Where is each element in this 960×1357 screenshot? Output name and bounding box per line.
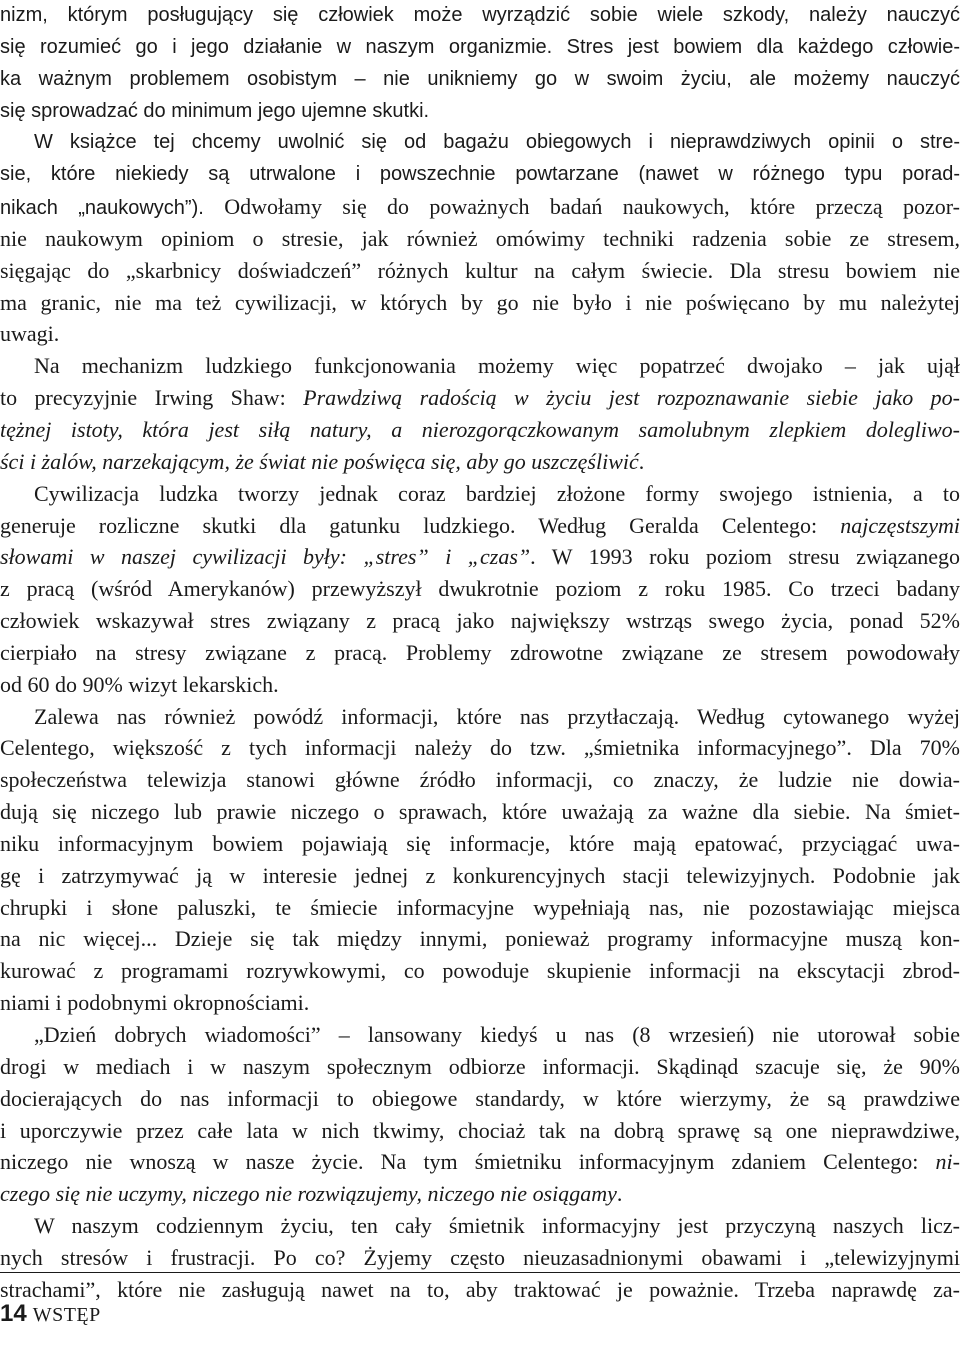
text-run: cierpiało na stresy związane z pracą. Problemy zdrowotne związane ze stresem powodowały bbox=[0, 639, 960, 665]
text-line bbox=[0, 1242, 960, 1274]
text-line bbox=[0, 573, 960, 605]
text-run: sie, które niekiedy są utrwalone i powszechnie powtarzane (nawet w różnego typu porad- bbox=[0, 163, 960, 186]
text-run: chrupki i słone paluszki, te śmiecie informacyjne wypełniają nas, nie pozostawiając miejsca bbox=[0, 894, 960, 920]
text-line bbox=[0, 127, 960, 159]
text-line bbox=[0, 1210, 960, 1242]
text-line bbox=[0, 0, 960, 32]
text-line bbox=[0, 510, 960, 542]
text-run: docierających do nas informacji to obiegowe standardy, w które wierzymy, że są prawdziwe bbox=[0, 1085, 960, 1111]
text-line bbox=[0, 478, 960, 510]
text-line bbox=[0, 955, 960, 987]
text-run: strachami”, które nie zasługują nawet na to, aby traktować je poważnie. Trzeba naprawdę za- bbox=[0, 1276, 960, 1302]
text-run: to precyzyjnie Irwing Shaw: bbox=[0, 385, 304, 411]
page-footer bbox=[0, 1300, 101, 1328]
text-run: sięgając do „skarbnicy doświadczeń” różnych kultur na całym świecie. Dla stresu bowiem nie bbox=[0, 257, 960, 283]
text-run: nie naukowym opiniom o stresie, jak również omówimy techniki radzenia sobie ze stresem, bbox=[0, 225, 960, 251]
text-line bbox=[0, 446, 960, 478]
text-run: od 60 do 90% wizyt lekarskich. bbox=[0, 671, 279, 697]
text-line bbox=[0, 1051, 960, 1083]
text-run: Cywilizacja ludzka tworzy jednak coraz bardziej złożone formy swojego istnienia, a to bbox=[34, 480, 960, 506]
text-line bbox=[0, 892, 960, 924]
text-run: się rozumieć go i jego działanie w naszym organizmie. Stres jest bowiem dla każdego człowie- bbox=[0, 35, 960, 58]
text-run: i uporczywie przez całe lata w nich tkwimy, chociaż tak na dobrą sprawę są one nieprawdziwe, bbox=[0, 1117, 960, 1143]
text-line bbox=[0, 923, 960, 955]
text-line bbox=[0, 987, 960, 1019]
text-run: z pracą (wśród Amerykanów) przewyższył dwukrotnie poziom z roku 1985. Co trzeci badany bbox=[0, 576, 960, 602]
text-line bbox=[0, 1083, 960, 1115]
text-run: Odwołamy się do poważnych badań naukowych, które przeczą pozor- bbox=[224, 194, 960, 220]
text-run: . bbox=[616, 1181, 623, 1207]
text-line bbox=[0, 350, 960, 382]
text-run: społeczeństwa telewizja stanowi główne źródło informacji, co znaczy, że ludzie nie dowia- bbox=[0, 767, 960, 793]
text-run: Celentego, większość z tych informacji należy do tzw. „śmietnika informacyjnego”. Dla 70% bbox=[0, 735, 960, 761]
text-line bbox=[0, 287, 960, 319]
text-run: W naszym codziennym życiu, ten cały śmietnik informacyjny jest przyczyną naszych licz- bbox=[34, 1213, 960, 1239]
text-run: Na mechanizm ludzkiego funkcjonowania możemy więc popatrzeć dwojako – jak ujął bbox=[34, 353, 960, 379]
text-line bbox=[0, 1178, 960, 1210]
section-title: WSTĘP bbox=[32, 1304, 101, 1326]
text-run: drogi w mediach i w naszym społecznym odbiorze informacji. Skądinąd szacuje się, że 90% bbox=[0, 1053, 960, 1079]
text-run: ma granic, nie ma też cywilizacji, w których by go nie było i nie poświęcano by mu należytej bbox=[0, 289, 960, 315]
text-run: „Dzień dobrych wiadomości” – lansowany kiedyś u nas (8 wrzesień) nie utorował sobie bbox=[34, 1022, 960, 1047]
page-number: 14 bbox=[0, 1300, 27, 1327]
text-line bbox=[0, 414, 960, 446]
text-line bbox=[0, 159, 960, 191]
text-line bbox=[0, 318, 960, 350]
text-run: dują się niczego lub prawie niczego o sprawach, które uważają za ważne dla siebie. Na śmiet- bbox=[0, 799, 960, 825]
text-line bbox=[0, 1274, 960, 1306]
text-line bbox=[0, 223, 960, 255]
text-line bbox=[0, 1019, 960, 1051]
text-line bbox=[0, 64, 960, 96]
italic-quote: ści i żalów, narzekającym, że świat nie poświęca się, aby go uszczęśliwić bbox=[0, 448, 639, 474]
text-run: niczego nie wnoszą w nasze życie. Na tym śmietniku informacyjnym zdaniem Celentego: bbox=[0, 1149, 936, 1175]
footer-divider bbox=[0, 1272, 960, 1273]
text-line bbox=[0, 701, 960, 733]
text-line bbox=[0, 1115, 960, 1147]
text-line bbox=[0, 1146, 960, 1178]
text-run: nikach „naukowych”). bbox=[0, 197, 225, 220]
text-line bbox=[0, 764, 960, 796]
text-run: gę i zatrzymywać ją w interesie jednej z konkurencyjnych stacji telewizyjnych. Podobnie jak bbox=[0, 862, 960, 888]
text-line bbox=[0, 796, 960, 828]
italic-quote: słowami w naszej cywilizacji były: „stres” i „czas” bbox=[0, 544, 531, 570]
text-run: Zalewa nas również powódź informacji, które nas przytłaczają. Według cytowanego wyżej bbox=[34, 703, 960, 729]
text-line bbox=[0, 255, 960, 287]
text-run: W książce tej chcemy uwolnić się od bagażu obiegowych i nieprawdziwych opinii o stre- bbox=[34, 131, 960, 154]
text-line bbox=[0, 32, 960, 64]
text-line bbox=[0, 541, 960, 573]
text-run: niku informacyjnym bowiem pojawiają się informacje, które mają epatować, przyciągać uwa- bbox=[0, 830, 960, 856]
text-line bbox=[0, 860, 960, 892]
text-line bbox=[0, 96, 960, 128]
text-run: człowiek wskazywał stres związany z pracą jako największy wstrząs swego życia, ponad 52% bbox=[0, 608, 960, 634]
text-run: kurować z programami rozrywkowymi, co powoduje skupienie informacji na ekscytacji zbrod- bbox=[0, 958, 960, 984]
italic-quote: czego się nie uczymy, niczego nie rozwiązujemy, niczego nie osiągamy bbox=[0, 1181, 617, 1207]
text-line bbox=[0, 382, 960, 414]
italic-quote: najczęstszymi bbox=[840, 512, 960, 538]
italic-quote: Prawdziwą radością w życiu jest rozpoznawanie siebie jako po- bbox=[303, 385, 960, 411]
text-line bbox=[0, 605, 960, 637]
text-line bbox=[0, 637, 960, 669]
italic-quote: tężnej istoty, która jest siłą natury, a nierozgorączkowanym samolubnym zlepkiem dolegliwo- bbox=[0, 416, 960, 442]
text-run: niami i podobnymi okropnościami. bbox=[0, 990, 310, 1016]
text-run: generuje rozliczne skutki dla gatunku ludzkiego. Według Geralda Celentego: bbox=[0, 512, 841, 538]
text-run: . W 1993 roku poziom stresu związanego bbox=[530, 544, 960, 570]
text-run: się sprowadzać do minimum jego ujemne skutki. bbox=[0, 99, 430, 122]
text-run: uwagi. bbox=[0, 321, 60, 347]
text-line bbox=[0, 669, 960, 701]
text-run: . bbox=[638, 448, 645, 474]
italic-quote: ni- bbox=[935, 1149, 960, 1175]
text-line bbox=[0, 191, 960, 223]
text-line bbox=[0, 828, 960, 860]
text-line bbox=[0, 732, 960, 764]
text-run: nych stresów i frustracji. Po co? Żyjemy często nieuzasadnionymi obawami i „telewizyjnymi bbox=[0, 1244, 960, 1270]
text-run: ka ważnym problemem osobistym – nie unikniemy go w swoim życiu, ale możemy nauczyć bbox=[0, 67, 960, 90]
text-run: nizm, którym posługujący się człowiek może wyrządzić sobie wiele szkody, należy nauczyć bbox=[0, 4, 960, 26]
text-run: na nic więcej... Dzieje się tak między innymi, ponieważ programy informacyjne muszą kon- bbox=[0, 926, 960, 952]
